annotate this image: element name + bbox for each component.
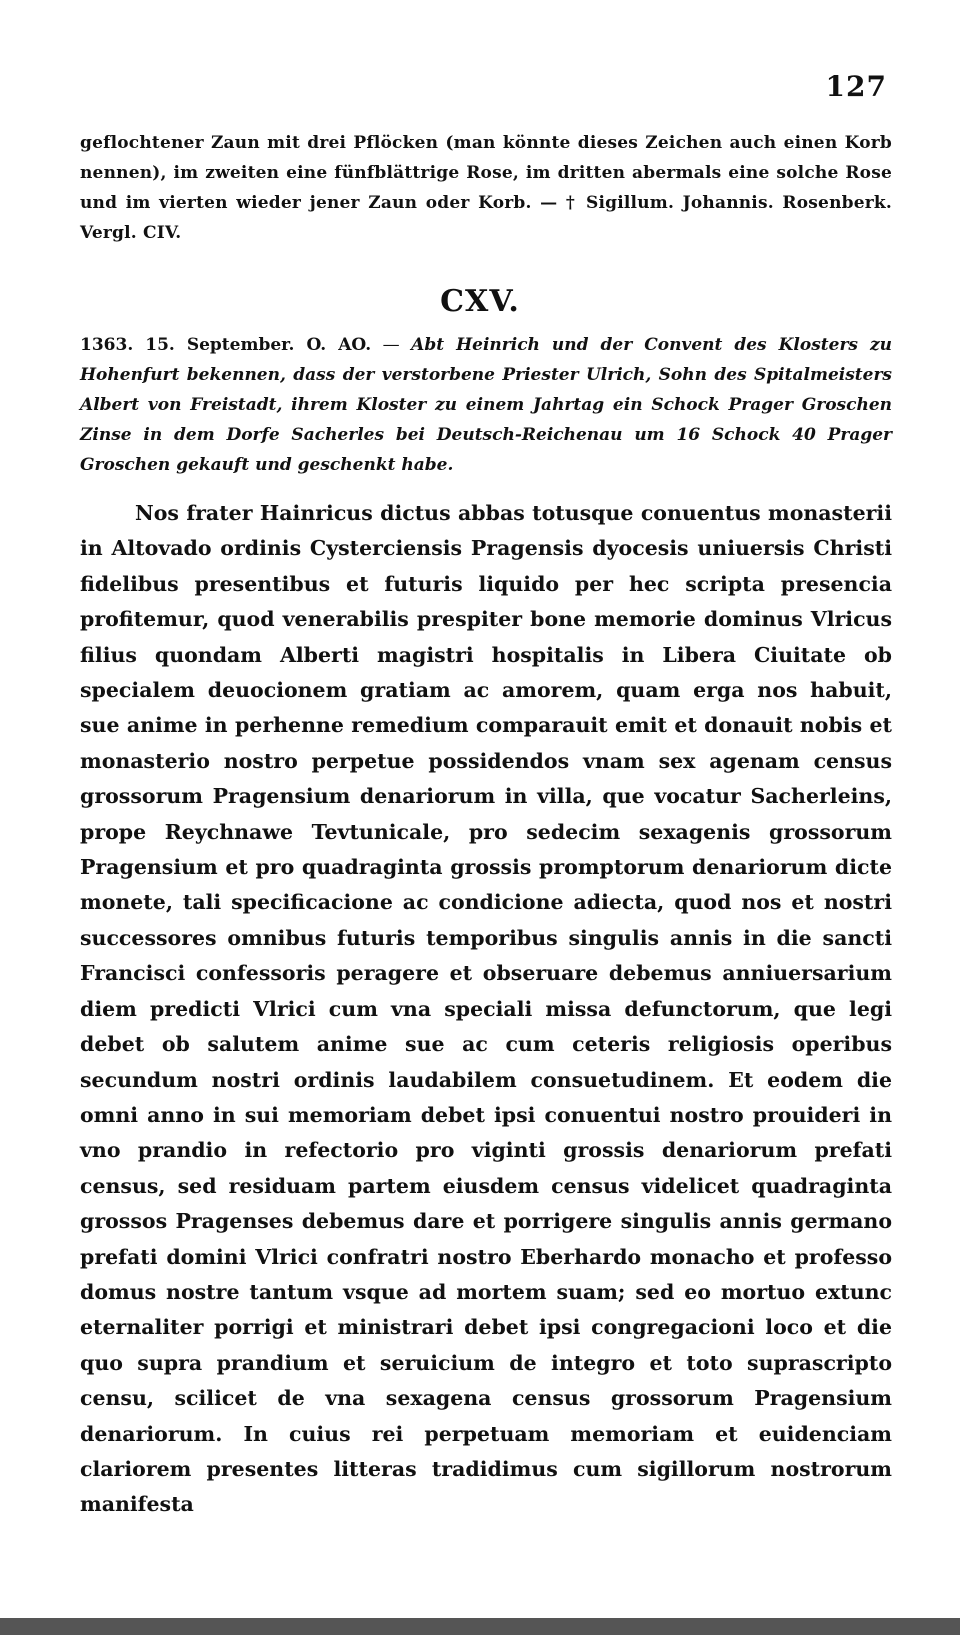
document-number-heading: CXV. [440,284,520,319]
regest-dash: — [371,335,412,355]
regest-text: Abt Heinrich und der Convent des Klosters zu Hohenfurt bekennen, dass der verstorbene Priester Ulrich, Sohn des Spitalmeisters Albert von Freistadt, ihrem Kloster zu einem Jahrtag ein Schock Prager Groschen Zinse in dem Dorfe Sacherles bei Deutsch-Reichenau um 16 Schock 40 Prager Groschen gekauft und geschenkt habe. [80,335,892,475]
charter-body [80,496,892,1523]
bottom-scan-edge [0,1618,960,1635]
page-number: 127 [825,70,887,103]
charter-paragraph: Nos frater Hainricus dictus abbas totusque conuentus monasterii in Altovado ordinis Cysterciensis Pragensis dyocesis uniuersis Christi fidelibus presentibus et futuris liquido per hec scripta presencia profitemur, quod venerabilis prespiter bone memorie dominus Vlricus filius quondam Alberti magistri hospitalis in Libera Ciuitate ob specialem deuocionem gratiam ac amorem, quam erga nos habuit, sue anime in perhenne remedium comparauit emit et donauit nobis et monasterio nostro perpetue possidendos vnam sex agenam census grossorum Pragensium denariorum in villa, que vocatur Sacherleins, prope Reychnawe Tevtunicale, pro sedecim sexagenis grossorum Pragensium et pro quadraginta grossis promptorum denariorum dicte monete, tali specificacione ac condicione adiecta, quod nos et nostri successores omnibus futuris temporibus singulis annis in die sancti Francisci confessoris peragere et obseruare debemus anniuersarium diem predicti Vlrici cum vna speciali missa defunctorum, que legi debet ob salutem anime sue ac cum ceteris religiosis operibus secundum nostri ordinis laudabilem consuetudinem. Et eodem die omni anno in sui memoriam debet ipsi conuentui nostro prouideri in vno prandio in refectorio pro viginti grossis denariorum prefati census, sed residuam partem eiusdem census videlicet quadraginta grossos Pragenses debemus dare et porrigere singulis annis germano prefati domini Vlrici confratri nostro Eberhardo monacho et professo domus nostre tantum vsque ad mortem suam; sed eo mortuo extunc eternaliter porrigi et ministrari debet ipsi congregacioni loco et die quo supra prandium et seruicium de integro et toto suprascripto censu, scilicet de vna sexagena census grossorum Pragensium denariorum. In cuius rei perpetuam memoriam et euidenciam clariorem presentes litteras tradidimus cum sigillorum nostrorum manifesta [80,501,892,1517]
regest-summary [80,330,892,480]
continuation-paragraph: geflochtener Zaun mit drei Pflöcken (man könnte dieses Zeichen auch einen Korb nennen), im zweiten eine fünfblättrige Rose, im dritten abermals eine solche Rose und im vierten wieder jener Zaun oder Korb. — † Sigillum. Johannis. Rosenberk. Vergl. CIV. [80,133,892,243]
regest-date: 1363. 15. September. O. AO. [80,335,372,355]
